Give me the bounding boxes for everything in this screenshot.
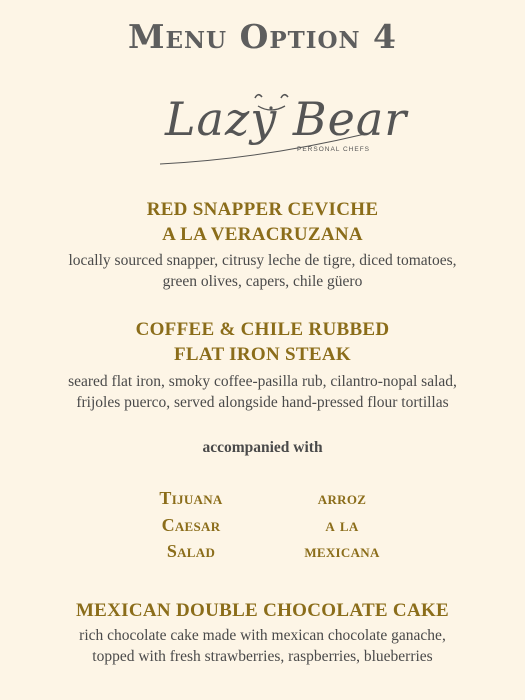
- lazy-bear-logo: [155, 84, 408, 174]
- dish-title-line: A LA VERACRUZANA: [162, 224, 363, 245]
- side-line: mexicana: [304, 541, 380, 561]
- dish-ceviche: [0, 197, 525, 292]
- dish-steak: [0, 317, 525, 413]
- dish-title-line: COFFEE & CHILE RUBBED: [135, 319, 390, 340]
- dish-desc-line: rich chocolate cake made with mexican chocolate ganache,: [79, 627, 446, 644]
- dish-title: [0, 197, 525, 247]
- dish-desc-line: locally sourced snapper, citrusy leche de tigre, diced tomatoes,: [68, 252, 457, 269]
- dish-title: [0, 317, 525, 367]
- dish-description: [0, 371, 525, 413]
- logo-script: Lazy Bear: [165, 92, 408, 146]
- side-dish-salad: [126, 485, 256, 565]
- page-title: Menu Option 4: [127, 17, 398, 56]
- side-line: Caesar: [161, 514, 221, 535]
- side-dish-arroz: [277, 485, 407, 565]
- side-line: arroz: [317, 488, 367, 508]
- dish-description: [0, 625, 525, 667]
- dish-title-line: RED SNAPPER CEVICHE: [146, 199, 379, 220]
- dish-desc-line: frijoles puerco, served alongside hand-pressed flour tortillas: [76, 394, 449, 411]
- dish-desc-line: green olives, capers, chile güero: [162, 273, 363, 290]
- dish-title-line: FLAT IRON STEAK: [174, 344, 351, 365]
- side-line: Salad: [166, 541, 216, 561]
- logo-tagline: PERSONAL CHEFS: [297, 146, 370, 153]
- side-line: a la: [325, 514, 359, 535]
- dish-desc-line: topped with fresh strawberries, raspberries, blueberries: [92, 648, 433, 665]
- dish-description: [0, 250, 525, 292]
- dish-chocolate-cake: [0, 598, 525, 667]
- accompanied-label: accompanied with: [202, 439, 323, 456]
- dish-title-line: MEXICAN DOUBLE CHOCOLATE CAKE: [75, 600, 450, 621]
- dish-title: [0, 598, 525, 623]
- side-line: Tijuana: [159, 488, 223, 508]
- dish-desc-line: seared flat iron, smoky coffee-pasilla rub, cilantro-nopal salad,: [68, 373, 457, 390]
